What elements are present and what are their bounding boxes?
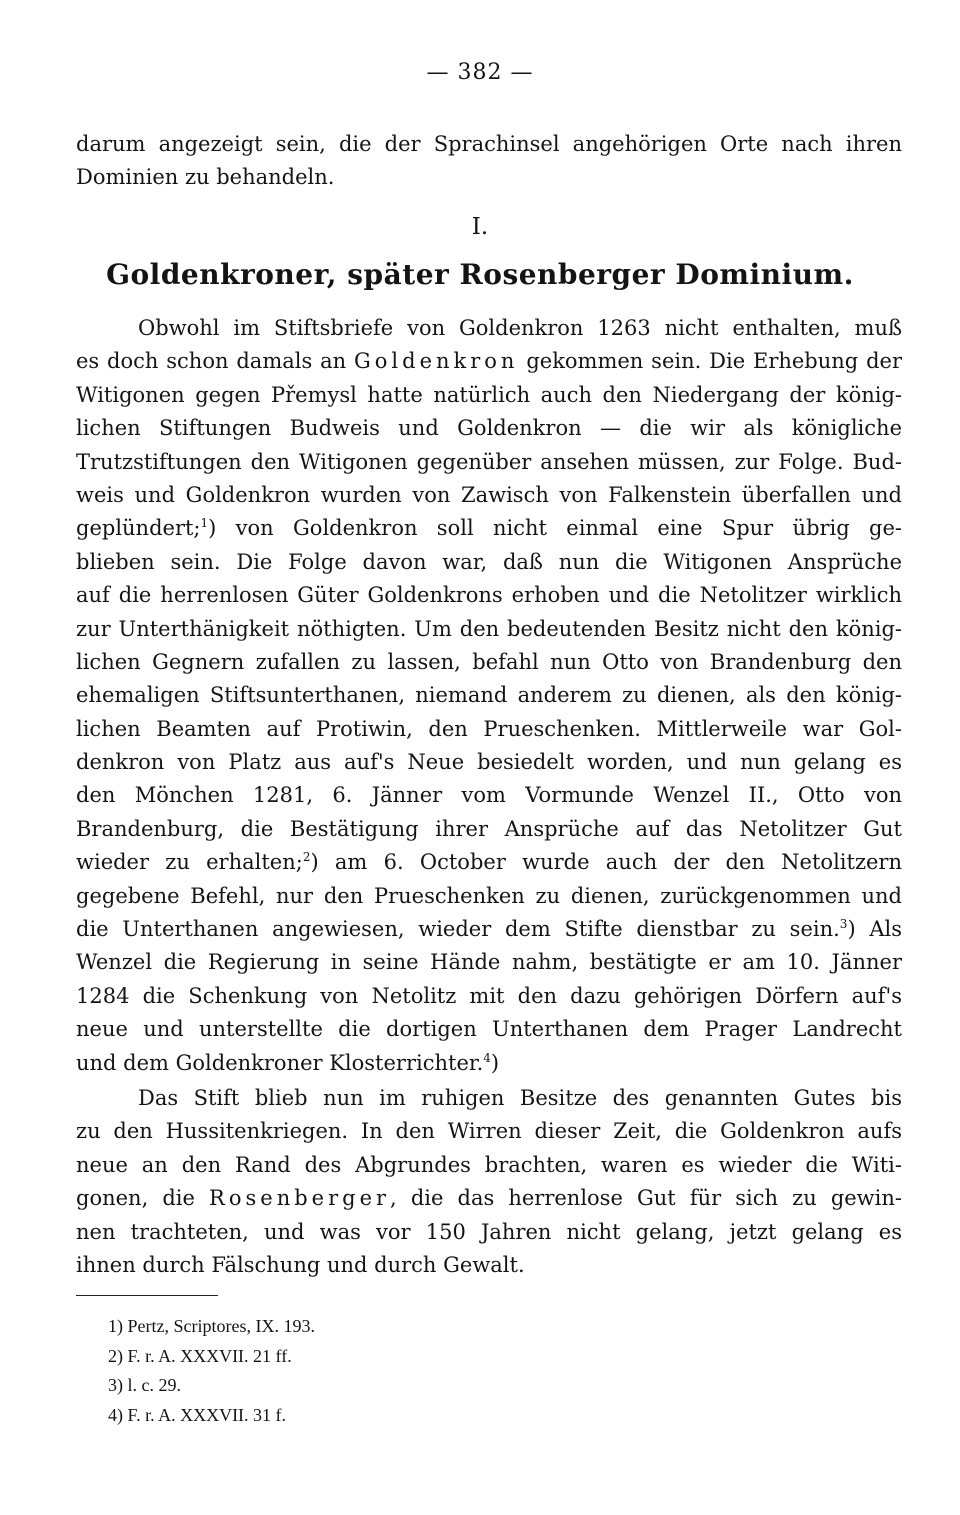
section-number: I.: [471, 214, 489, 240]
text-line: neue und unterstellte die dortigen Unterthanen dem Prager Landrecht: [76, 1017, 902, 1042]
text-line: darum angezeigt sein, die der Sprachinsel angehörigen Orte nach ihren: [76, 132, 902, 156]
text-line: gegebene Befehl, nur den Prueschenken zu dienen, zurückgenommen und: [76, 883, 902, 908]
text-line: nen trachteten, und was vor 150 Jahren nicht gelang, jetzt gelang es: [76, 1219, 902, 1244]
text-line: Dominien zu behandeln.: [76, 165, 335, 190]
footnote-ref: 1: [200, 516, 209, 531]
footnote: 1) Pertz, Scriptores, IX. 193.: [108, 1316, 315, 1336]
text-line: Das Stift blieb nun im ruhigen Besitze des genannten Gutes bis: [138, 1086, 902, 1110]
text-line: geplündert;$^1$) von Goldenkron soll nicht einmal eine Spur übrig ge-: [76, 516, 902, 541]
text-line: den Mönchen 1281, 6. Jänner vom Vormunde Wenzel II., Otto von: [76, 783, 902, 808]
footnote-ref: 2: [302, 850, 311, 865]
intro-paragraph: [76, 128, 902, 195]
text-line: neue an den Rand des Abgrundes brachten, waren es wieder die Witi-: [76, 1152, 902, 1177]
text-line: ihnen durch Fälschung und durch Gewalt.: [76, 1252, 525, 1277]
text-line: Witigonen gegen Přemysl hatte natürlich auch den Niedergang der könig-: [76, 382, 902, 407]
footnotes: [108, 1312, 315, 1430]
text-line: denkron von Platz aus auf's Neue besiedelt worden, und nun gelang es: [76, 750, 902, 775]
footnote: 4) F. r. A. XXXVII. 31 f.: [108, 1404, 287, 1425]
text-line: blieben sein. Die Folge davon war, daß nun die Witigonen Ansprüche: [76, 549, 902, 574]
text-line: lichen Stiftungen Budweis und Goldenkron — die wir als königliche: [76, 416, 902, 441]
footnote-ref: 3: [839, 917, 848, 932]
text-line: zur Unterthänigkeit nöthigten. Um den bedeutenden Besitz nicht den könig-: [76, 616, 902, 641]
text-line: Obwohl im Stiftsbriefe von Goldenkron 1263 nicht enthalten, muß: [138, 316, 902, 340]
text-line: lichen Beamten auf Protiwin, den Prueschenken. Mittlerweile war Gol-: [76, 716, 902, 741]
page-number: — 382 —: [426, 60, 534, 85]
text-line: Brandenburg, die Bestätigung ihrer Ansprüche auf das Netolitzer Gut: [76, 816, 902, 841]
text-line: ehemaligen Stiftsunterthanen, niemand anderem zu dienen, als den könig-: [76, 683, 902, 708]
text-line: die Unterthanen angewiesen, wieder dem Stifte dienstbar zu sein.$^3$) Als: [76, 917, 902, 942]
text-line: Trutzstiftungen den Witigonen gegenüber ansehen müssen, zur Folge. Bud-: [76, 449, 902, 474]
text-line: lichen Gegnern zufallen zu lassen, befahl nun Otto von Brandenburg den: [76, 649, 902, 674]
text-line: zu den Hussitenkriegen. In den Wirren dieser Zeit, die Goldenkron aufs: [76, 1119, 902, 1144]
text-line: und dem Goldenkroner Klosterrichter.$^4$): [76, 1050, 500, 1075]
text-line: wieder zu erhalten;$^2$) am 6. October wurde auch der den Netolitzern: [76, 850, 902, 875]
footnote: 3) l. c. 29.: [108, 1375, 181, 1395]
text-line: auf die herrenlosen Güter Goldenkrons erhoben und die Netolitzer wirklich: [76, 583, 902, 608]
text-line: es doch schon damals an Goldenkron gekommen sein. Die Erhebung der: [76, 349, 902, 374]
paragraph-continuation: [76, 1082, 902, 1282]
section-title: Goldenkroner, später Rosenberger Dominium.: [106, 258, 854, 291]
footnote-divider: [76, 1295, 218, 1296]
emphasized-name: Rosenberger: [209, 1186, 391, 1211]
text-line: gonen, die Rosenberger, die das herrenlose Gut für sich zu gewin-: [76, 1186, 902, 1211]
footnote-ref: 4: [483, 1050, 491, 1065]
footnote: 2) F. r. A. XXXVII. 21 ff.: [108, 1345, 292, 1366]
emphasized-name: Goldenkron: [354, 349, 519, 374]
text-line: Wenzel die Regierung in seine Hände nahm, bestätigte er am 10. Jänner: [76, 950, 902, 975]
paragraph-main: [76, 312, 902, 1080]
text-line: 1284 die Schenkung von Netolitz mit den dazu gehörigen Dörfern auf's: [76, 983, 902, 1008]
text-line: weis und Goldenkron wurden von Zawisch von Falkenstein überfallen und: [76, 482, 902, 507]
